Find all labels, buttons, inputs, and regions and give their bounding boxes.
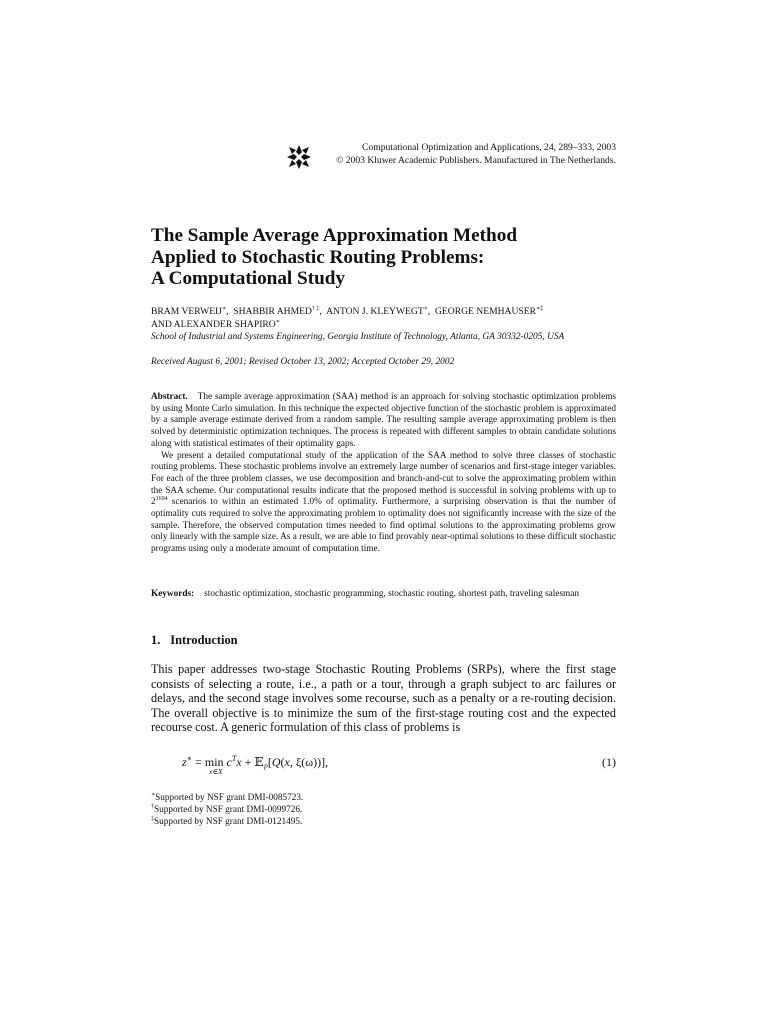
author-mark: ∗ xyxy=(221,306,227,312)
keywords xyxy=(151,588,616,600)
keywords-text: stochastic optimization, stochastic programming, stochastic routing, shortest path, traveling salesman xyxy=(204,589,579,599)
abstract-text: The sample average approximation (SAA) method is an approach for solving stochastic optimization problems by using Monte Carlo simulation. In this technique the expected objective function of the stochastic problem is approximated by a sample average estimate derived from a random sample. The resulting sample average approximating problem is then solved by deterministic optimization techniques. The process is repeated with different samples to obtain candidate solutions along with statistical estimates of their optimality gaps. xyxy=(151,392,616,449)
author-line xyxy=(151,319,616,332)
footnote-mark: ‡ xyxy=(151,816,154,822)
footnotes xyxy=(151,792,616,828)
author-list xyxy=(151,306,616,331)
abstract-text: scenarios to within an estimated 1.0% of optimality. Furthermore, a surprising observation is that the number of optimality cuts required to solve the approximating problem to optimality does not significantly increase with the size of the sample. Therefore, the observed computation times needed to find optimal solutions to the approximating problems grow only linearly with the sample size. As a result, we are able to find provably near-optimal solutions to these difficult stochastic programs using only a moderate amount of computation time. xyxy=(151,497,616,555)
footnote-text: Supported by NSF grant DMI-0121495. xyxy=(154,817,303,827)
equation-body: $z^∗ = \min c^Tx$ + 𝔼$_P$[Q(x, ξ(ω))], xyxy=(182,754,329,772)
author-name: GEORGE NEMHAUSER xyxy=(434,306,536,317)
footnote xyxy=(151,792,616,804)
equation-1 xyxy=(151,752,616,778)
footnote xyxy=(151,804,616,816)
abstract-paragraph xyxy=(151,392,616,451)
equation-subscript: x∈X xyxy=(209,767,223,776)
copyright-line: © 2003 Kluwer Academic Publishers. Manufactured in The Netherlands. xyxy=(336,154,616,166)
journal-line: Computational Optimization and Applications, 24, 289–333, 2003 xyxy=(362,142,616,153)
journal-header xyxy=(151,140,616,176)
author-name: BRAM VERWEIJ xyxy=(151,306,222,317)
section-number: 1. xyxy=(151,633,161,647)
abstract-label: Abstract. xyxy=(151,392,188,402)
title-line: The Sample Average Approximation Method xyxy=(151,225,517,246)
author-mark: ∗‡ xyxy=(536,306,544,312)
author-name: AND ALEXANDER SHAPIRO xyxy=(151,318,276,330)
received-dates: Received August 6, 2001; Revised October 13, 2002; Accepted October 29, 2002 xyxy=(151,357,455,367)
author-line: BRAM VERWEIJ∗, SHABBIR AHMED† ‡, ANTON J. KLEYWEGT∗, GEORGE NEMHAUSER∗‡ xyxy=(151,306,544,317)
publisher-logo-icon xyxy=(286,144,312,170)
exponent: 1694 xyxy=(155,496,168,503)
author-name: ANTON J. KLEYWEGT xyxy=(326,306,424,317)
footnote-mark: ∗ xyxy=(151,792,156,798)
footnote-text: Supported by NSF grant DMI-0099726. xyxy=(154,805,303,815)
abstract-text: We present a detailed computational study of the application of the SAA method to solve three classes of stochastic routing problems. These stochastic problems involve an extremely large number of scenarios and first-stage integer variables. For each of the three problem classes, we use decomposition and branch-and-cut to solve the approximating problem within the SAA scheme. Our computational results indicate that the proposed method is successful in solving problems with up to 2 xyxy=(151,450,616,508)
affiliation: School of Industrial and Systems Engineering, Georgia Institute of Technology, Atlanta, GA 30332-0205, USA xyxy=(151,332,565,342)
author-mark: † ‡ xyxy=(311,306,320,312)
footnote xyxy=(151,816,616,828)
author-mark: ∗ xyxy=(423,306,428,312)
journal-citation xyxy=(336,142,616,167)
footnote-text: Supported by NSF grant DMI-0085723. xyxy=(155,793,304,803)
section-heading xyxy=(151,633,616,648)
section-title: Introduction xyxy=(170,633,238,647)
paper-title xyxy=(151,225,616,290)
author-mark: ∗ xyxy=(275,318,280,325)
author-name: SHABBIR AHMED xyxy=(233,306,312,317)
title-line: Applied to Stochastic Routing Problems: xyxy=(151,246,485,268)
abstract xyxy=(151,392,616,556)
footnote-mark: † xyxy=(151,804,154,810)
abstract-paragraph xyxy=(151,451,616,556)
keywords-label: Keywords: xyxy=(151,589,195,599)
title-line: A Computational Study xyxy=(151,268,346,289)
equation-number: (1) xyxy=(602,755,616,769)
intro-paragraph: This paper addresses two-stage Stochastic Routing Problems (SRPs), where the first stage consists of selecting a route, i.e., a path or a tour, through a graph subject to arc failures or delays, and the second stage involves some recourse, such as a penalty or a re-routing decision. The overall objective is to minimize the sum of the first-stage routing cost and the expected recourse cost. A generic formulation of this class of problems is xyxy=(151,662,616,735)
